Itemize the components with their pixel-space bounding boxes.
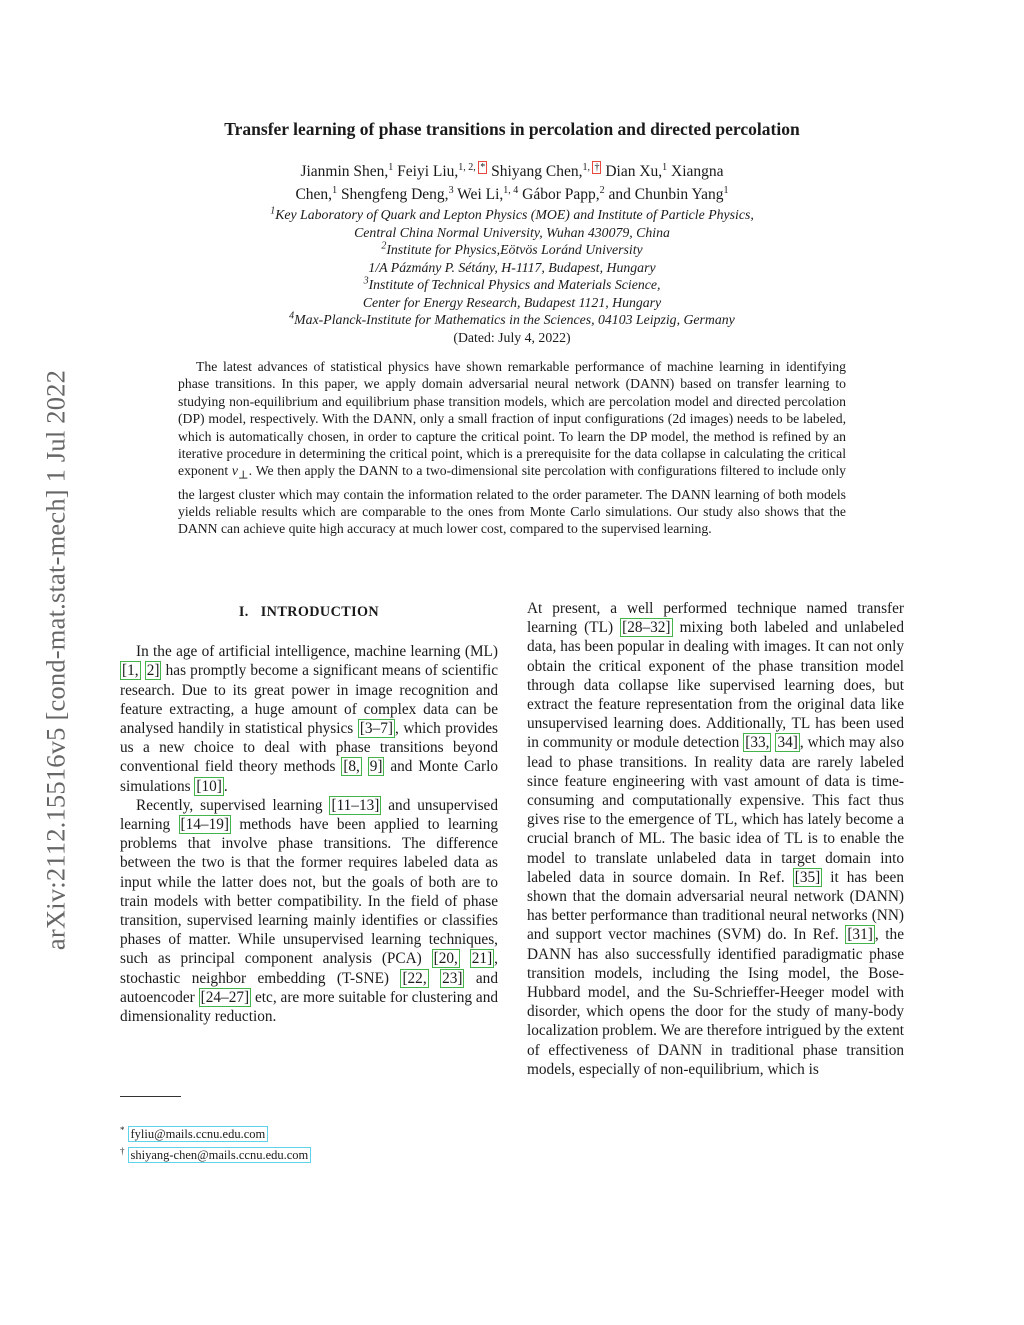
affiliation-superscript: 3 bbox=[448, 184, 454, 196]
author-list bbox=[200, 160, 824, 206]
affiliation-superscript: 1 bbox=[388, 161, 394, 173]
citation-link[interactable]: [8, bbox=[343, 758, 360, 776]
body-text: mixing both labeled and unlabeled data, has been popular in dealing with images. It can not only obtain the critical exponent of the phase transition model through data collapse like supervised learning does, but extract the feature representation from the original data like unsupervised learning does. Additionally, TL has been used in community or module detection bbox=[527, 619, 904, 752]
section-heading bbox=[120, 603, 498, 622]
paragraph bbox=[120, 796, 498, 1026]
citation-link[interactable]: [3–7] bbox=[359, 720, 393, 738]
footnote-link-star[interactable]: * bbox=[480, 161, 486, 173]
arxiv-identifier-text: arXiv:2112.15516v5 [cond-mat.stat-mech] 1 Jul 2022 bbox=[40, 369, 71, 951]
affiliation-line bbox=[150, 259, 874, 277]
body-text: . bbox=[223, 777, 228, 795]
author-name: Shiyang Chen, bbox=[491, 163, 583, 180]
citation-link[interactable]: 2] bbox=[146, 662, 160, 680]
footnote-link-dagger[interactable]: † bbox=[594, 161, 600, 173]
date-line: (Dated: July 4, 2022) bbox=[453, 329, 571, 345]
affiliation-text: Institute of Technical Physics and Materials Science, bbox=[368, 277, 661, 292]
arxiv-identifier-stamp bbox=[40, 300, 72, 1020]
body-text: , which provides us a new choice to deal with phase transitions beyond conventional field theory methods bbox=[120, 720, 498, 776]
affiliation-line bbox=[150, 311, 874, 329]
affiliation-text: Central China Normal University, Wuhan 430079, China bbox=[354, 224, 670, 240]
body-text: , stochastic neighbor embedding (T-SNE) bbox=[120, 950, 498, 987]
author-name: Wei Li, bbox=[457, 186, 504, 203]
author-name: Dian Xu, bbox=[605, 163, 663, 180]
citation-link[interactable]: 9] bbox=[369, 758, 383, 776]
footnote bbox=[120, 1122, 311, 1143]
right-column bbox=[527, 599, 904, 1079]
section-title: INTRODUCTION bbox=[260, 604, 380, 620]
body-text: Recently, supervised learning bbox=[136, 796, 330, 814]
author-name: Chen, bbox=[295, 186, 333, 203]
author-name: Gábor Papp, bbox=[522, 186, 600, 203]
left-column bbox=[120, 599, 498, 1026]
citation-link[interactable]: [35] bbox=[794, 868, 821, 886]
body-text: , which may also lead to phase transitions. In reality data are rarely labeled since feature engineering with vast amount of data is time-consuming and computationally expensive. This fact thus gives rise to the emergence of TL, which has lately become a crucial branch of ML. The basic idea of TL is to enable the model to translate unlabeled data in target domain into labeled data in source domain. In Ref. bbox=[527, 734, 904, 886]
affiliation-superscript: 1, bbox=[582, 161, 593, 173]
citation-link[interactable]: [24–27] bbox=[200, 988, 250, 1006]
footnotes bbox=[120, 1122, 311, 1164]
citation-link[interactable]: [20, bbox=[433, 950, 458, 968]
email-link[interactable]: fyliu@mails.ccnu.edu.com bbox=[128, 1126, 269, 1142]
citation-link[interactable]: [33, bbox=[745, 734, 770, 752]
body-text: and Monte Carlo simulations bbox=[120, 758, 499, 795]
abstract-text: . We then apply the DANN to a two-dimensional site percolation with configurations filtered to include only the largest cluster which may contain the information related to the order parameter. The DANN learning of both models yields reliable results which are comparable to the ones from Monte Carlo simulations. Our study also shows that the DANN can achieve quite high accuracy at much lower cost, compared to the supervised learning. bbox=[178, 463, 846, 537]
citation-link[interactable]: [11–13] bbox=[331, 796, 380, 814]
affiliation-line bbox=[150, 294, 874, 312]
affiliation-text: Center for Energy Research, Budapest 1121, Hungary bbox=[362, 294, 662, 310]
footnote-mark: † bbox=[120, 1146, 125, 1157]
citation-link[interactable]: 21] bbox=[471, 950, 493, 968]
citation-link[interactable]: [31] bbox=[847, 926, 873, 944]
body-text: and unsupervised learning bbox=[120, 796, 498, 834]
affiliation-superscript: 1 bbox=[662, 161, 668, 173]
footnote bbox=[120, 1143, 311, 1164]
affiliation-text: Institute for Physics,Eötvös Loránd University bbox=[386, 242, 643, 257]
footnote-mark: * bbox=[120, 1125, 125, 1135]
author-name: Jianmin Shen, bbox=[300, 163, 389, 180]
citation-link[interactable]: [1, bbox=[122, 662, 139, 680]
body-text: methods have been applied to learning problems that involve phase transitions. The difference between the two is that the former requires labeled data as input while the latter does not, but the goals of both are to train models with better compatibility. In the field of phase transition, supervised learning mainly identifies or classifies phases of matter. While unsupervised learning techniques, such as principal component analysis (PCA) bbox=[120, 816, 498, 968]
body-text: , the DANN has also successfully identified paradigmatic phase transition models, including the Ising model, the Bose-Hubbard model, and the Su-Schrieffer-Heeger model with disorder, which opens the door for the study of many-body localization problem. We are therefore intrigued by the extent of effectiveness of DANN in traditional phase transition models, especially of non-equilibrium, which is bbox=[527, 926, 904, 1078]
affiliation-number: 3 bbox=[363, 275, 369, 287]
nu-subscript: ⊥ bbox=[237, 470, 249, 483]
citation-link[interactable]: [28–32] bbox=[622, 619, 671, 637]
affiliation-line bbox=[150, 241, 874, 259]
affiliation-text: Max-Planck-Institute for Mathematics in the Sciences, 04103 Leipzig, Germany bbox=[294, 312, 735, 327]
abstract-text: The latest advances of statistical physics have shown remarkable performance of machine learning in identifying phase transitions. In this paper, we apply domain adversarial neural network (DANN) based on transfer learning to studying non-equilibrium and equilibrium phase transition models, which are percolation model and directed percolation (DP) model, respectively. With the DANN, only a small fraction of input configurations (2d images) needs to be labeled, which is automatically chosen, in order to capture the critical point. To learn the DP model, the method is refined by an iterative procedure in determining the critical point, which is a prerequisite for the data collapse in calculating the critical exponent bbox=[178, 359, 846, 479]
citation-link[interactable]: [14–19] bbox=[180, 816, 229, 834]
body-text: and autoencoder bbox=[120, 969, 498, 1006]
body-text: it has been shown that the domain adversarial neural network (DANN) has better performance than traditional neural networks (NN) and support vector machines (SVM) do. In Ref. bbox=[527, 868, 904, 944]
author-name: Xiangna bbox=[671, 163, 724, 180]
citation-link[interactable]: 34] bbox=[777, 734, 798, 752]
affiliation-text: 1/A Pázmány P. Sétány, H-1117, Budapest, Hungary bbox=[368, 259, 656, 275]
affiliation-superscript: 1, 4 bbox=[503, 184, 519, 196]
affiliation-text: Key Laboratory of Quark and Lepton Physics (MOE) and Institute of Particle Physics, bbox=[275, 207, 754, 222]
author-name: Shengfeng Deng, bbox=[340, 186, 449, 203]
affiliation-number: 4 bbox=[289, 310, 295, 322]
affiliation-line bbox=[150, 206, 874, 224]
footnote-divider bbox=[120, 1096, 181, 1097]
affiliation-superscript: 1 bbox=[332, 184, 338, 196]
paper-title: Transfer learning of phase transitions in percolation and directed percolation bbox=[224, 119, 800, 139]
affiliation-superscript: 2 bbox=[599, 184, 605, 196]
email-link[interactable]: shiyang-chen@mails.ccnu.edu.com bbox=[128, 1147, 312, 1163]
citation-link[interactable]: [10] bbox=[196, 777, 222, 795]
nu-symbol: ν bbox=[231, 463, 238, 479]
citation-link[interactable]: [22, bbox=[402, 969, 427, 987]
author-name: and Chunbin Yang bbox=[608, 186, 724, 203]
paragraph bbox=[120, 642, 498, 796]
affiliation-number: 1 bbox=[270, 205, 276, 217]
affiliation-superscript: 1 bbox=[723, 184, 729, 196]
author-name: Feiyi Liu, bbox=[397, 163, 459, 180]
citation-link[interactable]: 23] bbox=[442, 969, 463, 987]
body-text: In the age of artificial intelligence, machine learning (ML) bbox=[136, 643, 498, 661]
body-text: etc, are more suitable for clustering and dimensionality reduction. bbox=[120, 988, 498, 1026]
body-text: At present, a well performed technique named transfer learning (TL) bbox=[527, 600, 904, 637]
section-number: I. bbox=[238, 604, 249, 620]
body-text: has promptly become a significant means of scientific research. Due to its great power in image recognition and feature extracting, a huge amount of complex data can be analysed handily in statistical physics bbox=[120, 662, 498, 738]
abstract bbox=[178, 358, 846, 538]
author-line-1 bbox=[200, 160, 824, 183]
author-line-2 bbox=[200, 183, 824, 206]
affiliation-number: 2 bbox=[381, 240, 387, 252]
paragraph bbox=[527, 599, 904, 1079]
affiliation-superscript: 1, 2, bbox=[458, 161, 479, 173]
affiliation-line bbox=[150, 224, 874, 242]
affiliation-block bbox=[150, 206, 874, 346]
affiliation-line bbox=[150, 276, 874, 294]
